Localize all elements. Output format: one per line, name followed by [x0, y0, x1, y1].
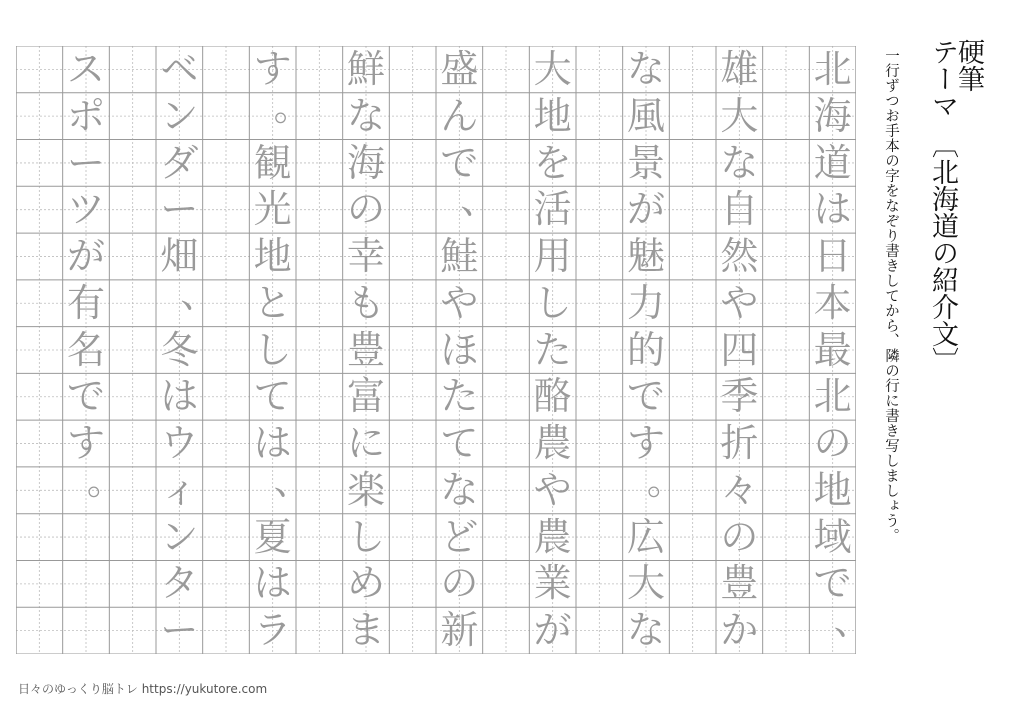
trace-character: な — [440, 467, 479, 512]
footer-site-credit: 日々のゆっくり脳トレ https://yukutore.com — [18, 682, 268, 696]
trace-character: は — [253, 421, 292, 466]
trace-character: と — [253, 280, 292, 325]
trace-character: 。 — [86, 458, 125, 503]
trace-character: ラ — [253, 608, 292, 653]
trace-character: 季 — [720, 374, 759, 419]
trace-character: ベ — [160, 47, 199, 91]
trace-character: 豊 — [720, 561, 759, 606]
trace-character: ン — [160, 514, 199, 559]
trace-character: 海 — [346, 140, 385, 185]
trace-character: 大 — [626, 561, 665, 606]
practice-sheet — [16, 46, 872, 654]
trace-character: が — [66, 234, 105, 279]
trace-character: の — [346, 187, 385, 232]
trace-character: 用 — [533, 234, 572, 279]
trace-character: で — [66, 374, 105, 419]
trace-character: 地 — [533, 93, 572, 138]
trace-character: 日 — [813, 234, 852, 279]
trace-character: 、 — [460, 178, 499, 223]
trace-character: 。 — [646, 458, 685, 503]
instruction-text: 一行ずつお手本の字をなぞり書きしてから、隣の行に書き写しましょう。 — [883, 48, 899, 543]
trace-character: ポ — [66, 93, 105, 138]
trace-character: 酪 — [533, 374, 572, 419]
trace-character: 雄 — [720, 47, 759, 91]
trace-character: す — [626, 421, 665, 466]
trace-character: 域 — [813, 514, 852, 559]
trace-character: ィ — [160, 467, 199, 512]
trace-character: 本 — [813, 280, 852, 325]
trace-character: ー — [160, 187, 199, 232]
trace-character: や — [720, 280, 759, 325]
theme-title: 〔北海道の紹介文〕 — [927, 131, 958, 374]
trace-character: ど — [440, 514, 479, 559]
trace-character: 風 — [626, 93, 665, 138]
trace-character: ン — [160, 93, 199, 138]
trace-character: 折 — [720, 421, 759, 466]
trace-character: 道 — [813, 140, 852, 185]
trace-character: 観 — [253, 140, 292, 185]
trace-character: 農 — [533, 514, 572, 559]
trace-character: ま — [346, 608, 385, 653]
trace-character: 地 — [253, 234, 292, 279]
trace-character: 豊 — [346, 327, 385, 372]
trace-character: 北 — [813, 374, 852, 419]
theme-line — [923, 38, 962, 374]
trace-character: ー — [160, 608, 199, 653]
trace-character: 業 — [533, 561, 572, 606]
trace-character: ウ — [160, 421, 199, 466]
trace-character: め — [346, 561, 385, 606]
trace-character: 夏 — [253, 514, 292, 559]
trace-character: 的 — [626, 327, 665, 372]
trace-character: し — [346, 514, 385, 559]
trace-character: か — [720, 608, 759, 653]
trace-character: が — [533, 608, 572, 653]
trace-character: て — [440, 421, 479, 466]
trace-character: 冬 — [160, 327, 199, 372]
trace-character: は — [160, 374, 199, 419]
theme-label: テーマ — [927, 38, 958, 119]
trace-character: す — [253, 47, 292, 91]
trace-character: 農 — [533, 421, 572, 466]
trace-character: 楽 — [346, 467, 385, 512]
trace-character: 。 — [273, 84, 312, 129]
trace-character: 盛 — [440, 47, 479, 91]
trace-character: し — [533, 280, 572, 325]
trace-character: 景 — [626, 140, 665, 185]
trace-character: な — [626, 608, 665, 653]
trace-character: な — [346, 93, 385, 138]
trace-character: 四 — [720, 327, 759, 372]
trace-character: ん — [440, 93, 479, 138]
trace-character: 鮭 — [440, 234, 479, 279]
trace-character: 海 — [813, 93, 852, 138]
trace-character: 畑 — [160, 234, 199, 279]
trace-character: 、 — [273, 458, 312, 503]
trace-character: 名 — [66, 327, 105, 372]
trace-character: 広 — [626, 514, 665, 559]
trace-character: な — [720, 140, 759, 185]
trace-character: 最 — [813, 327, 852, 372]
trace-character: ス — [66, 47, 105, 91]
trace-character: ほ — [440, 327, 479, 372]
trace-character: て — [253, 374, 292, 419]
trace-character: 北 — [813, 47, 852, 91]
trace-character: 、 — [180, 271, 219, 316]
trace-character: タ — [160, 561, 199, 606]
trace-character: 有 — [66, 280, 105, 325]
trace-character: の — [440, 561, 479, 606]
trace-character: に — [346, 421, 385, 466]
subject-title: 硬筆 — [953, 38, 984, 92]
trace-character: 新 — [440, 608, 479, 653]
trace-character: す — [66, 421, 105, 466]
trace-character: 富 — [346, 374, 385, 419]
trace-character: た — [533, 327, 572, 372]
trace-character: 幸 — [346, 234, 385, 279]
trace-character: 力 — [626, 280, 665, 325]
trace-character: 鮮 — [346, 47, 385, 91]
trace-character: 魅 — [626, 234, 665, 279]
trace-character: ツ — [66, 187, 105, 232]
trace-character: は — [253, 561, 292, 606]
trace-character: で — [626, 374, 665, 419]
trace-character: 光 — [253, 187, 292, 232]
trace-character: の — [813, 421, 852, 466]
trace-character: 大 — [720, 93, 759, 138]
trace-character: で — [813, 561, 852, 606]
trace-character: 活 — [533, 187, 572, 232]
trace-character: の — [720, 514, 759, 559]
trace-character: で — [440, 140, 479, 185]
trace-character: た — [440, 374, 479, 419]
trace-character: 然 — [720, 234, 759, 279]
trace-character: を — [533, 140, 572, 185]
trace-character: な — [626, 47, 665, 91]
trace-character: 地 — [813, 467, 852, 512]
trace-character: が — [626, 187, 665, 232]
trace-character: も — [346, 280, 385, 325]
trace-character: ー — [66, 140, 105, 185]
practice-characters — [16, 46, 872, 654]
trace-character: 々 — [720, 467, 759, 512]
trace-character: ダ — [160, 140, 199, 185]
trace-character: 、 — [833, 599, 872, 644]
trace-character: は — [813, 187, 852, 232]
trace-character: や — [533, 467, 572, 512]
trace-character: 自 — [720, 187, 759, 232]
trace-character: し — [253, 327, 292, 372]
trace-character: や — [440, 280, 479, 325]
trace-character: 大 — [533, 47, 572, 91]
